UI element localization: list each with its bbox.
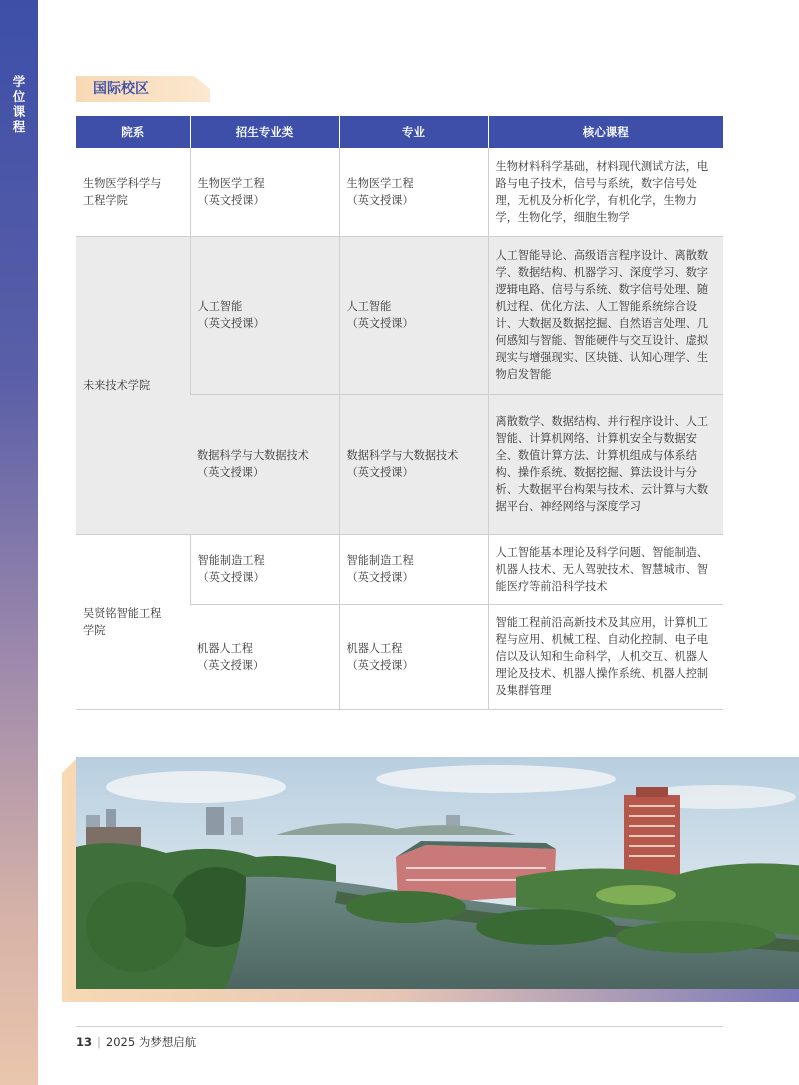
footer-separator: | [97, 1035, 101, 1049]
table-row [76, 534, 723, 604]
table-header-row [76, 116, 723, 148]
header-category: 招生专业类 [190, 116, 339, 148]
courses-cell: 智能工程前沿高新技术及其应用，计算机工程与应用、机械工程、自动化控制、电子电信以及认知和生命科学，人机交互、机器人理论及技术、机器人操作系统、机器人控制及集群管理 [488, 604, 723, 709]
courses-table [76, 116, 723, 710]
courses-cell: 离散数学、数据结构、并行程序设计、人工智能、计算机网络、计算机安全与数据安全、数值计算方法、计算机组成与体系结构、操作系统、数据挖掘、算法设计与分析、大数据平台构架与技术、云计算与大数据平台、神经网络与深度学习 [488, 394, 723, 534]
table-row [76, 148, 723, 236]
major-cell: 智能制造工程 （英文授课） [339, 534, 488, 604]
page-number: 13 [76, 1035, 93, 1049]
header-courses: 核心课程 [488, 116, 723, 148]
side-bar [0, 0, 38, 1085]
footer-divider [76, 1026, 723, 1027]
category-cell: 数据科学与大数据技术 （英文授课） [190, 394, 339, 534]
table-row [76, 236, 723, 394]
category-cell: 人工智能 （英文授课） [190, 236, 339, 394]
courses-cell: 生物材料科学基础，材料现代测试方法，电路与电子技术，信号与系统，数字信号处理，无机及分析化学，有机化学，生物力学，生物化学，细胞生物学 [488, 148, 723, 236]
courses-cell: 人工智能基本理论及科学问题、智能制造、机器人技术、无人驾驶技术、智慧城市、智能医疗等前沿科学技术 [488, 534, 723, 604]
courses-cell: 人工智能导论、高级语言程序设计、离散数学、数据结构、机器学习、深度学习、数字逻辑电路、信号与系统、数字信号处理、随机过程、优化方法、人工智能系统综合设计、大数据及数据挖掘、自然语言处理、几何感知与智能、智能硬件与交互设计、虚拟现实与增强现实、区块链、认知心理学、生物启发智能 [488, 236, 723, 394]
major-cell: 人工智能 （英文授课） [339, 236, 488, 394]
department-cell: 吴贤铭智能工程 学院 [76, 534, 190, 709]
major-cell: 生物医学工程 （英文授课） [339, 148, 488, 236]
side-bar-label: 学位课程 [12, 74, 26, 134]
header-major: 专业 [339, 116, 488, 148]
category-cell: 智能制造工程 （英文授课） [190, 534, 339, 604]
footer-text: 2025 为梦想启航 [105, 1035, 197, 1049]
department-cell: 生物医学科学与 工程学院 [76, 148, 190, 236]
category-cell: 机器人工程 （英文授课） [190, 604, 339, 709]
major-cell: 机器人工程 （英文授课） [339, 604, 488, 709]
campus-photo-illustration [76, 757, 799, 989]
section-title: 国际校区 [93, 81, 149, 97]
major-cell: 数据科学与大数据技术 （英文授课） [339, 394, 488, 534]
footer [76, 1035, 196, 1049]
department-cell: 未来技术学院 [76, 236, 190, 534]
category-cell: 生物医学工程 （英文授课） [190, 148, 339, 236]
campus-photo [62, 757, 799, 1002]
header-department: 院系 [76, 116, 190, 148]
